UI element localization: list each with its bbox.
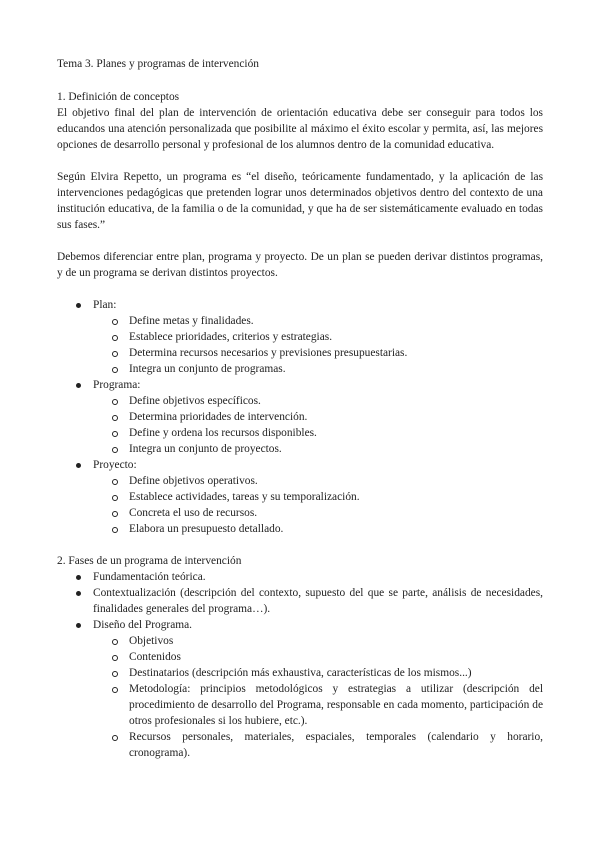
sublist-item-text: Establece prioridades, criterios y estrategias. (129, 331, 333, 343)
circle-bullet-icon (112, 431, 118, 437)
sublist-item-text: Define metas y finalidades. (129, 315, 254, 327)
circle-bullet-icon (112, 655, 118, 661)
document-title: Tema 3. Planes y programas de intervención (57, 58, 259, 70)
list-item-label: Plan: (93, 299, 117, 311)
sublist (93, 633, 543, 761)
document-page (57, 56, 543, 761)
sublist-item (93, 313, 543, 329)
sublist-item-text: Determina recursos necesarios y previsiones presupuestarias. (129, 347, 408, 359)
bullet-icon (76, 591, 81, 596)
sublist-item-text: Elabora un presupuesto detallado. (129, 523, 284, 535)
list-item-label: Proyecto: (93, 459, 137, 471)
sublist-item (93, 425, 543, 441)
sublist-item-text: Contenidos (129, 651, 181, 663)
sublist (93, 393, 543, 457)
sublist-item (93, 393, 543, 409)
circle-bullet-icon (112, 735, 118, 741)
circle-bullet-icon (112, 335, 118, 341)
section-1-heading: 1. Definición de conceptos (57, 91, 180, 103)
sublist-item (93, 345, 543, 361)
sublist (93, 473, 543, 537)
sublist-item (93, 633, 543, 649)
list-item-programa (57, 377, 543, 457)
circle-bullet-icon (112, 399, 118, 405)
circle-bullet-icon (112, 671, 118, 677)
list-item-label: Programa: (93, 379, 141, 391)
sublist-item-text: Recursos personales, materiales, espaciales, temporales (calendario y horario, cronograma). (129, 731, 543, 759)
list-item-plan (57, 297, 543, 377)
sublist-item-text: Destinatarios (descripción más exhaustiva, características de los mismos...) (129, 667, 472, 679)
circle-bullet-icon (112, 351, 118, 357)
list-item-text: Diseño del Programa. (93, 619, 193, 631)
sublist-item-text: Integra un conjunto de programas. (129, 363, 286, 375)
bullet-icon (76, 623, 81, 628)
sublist-item (93, 361, 543, 377)
section-2-heading: 2. Fases de un programa de intervención (57, 555, 242, 567)
list-item-proyecto (57, 457, 543, 537)
circle-bullet-icon (112, 639, 118, 645)
circle-bullet-icon (112, 447, 118, 453)
sublist-item (93, 665, 543, 681)
circle-bullet-icon (112, 687, 118, 693)
sublist-item-text: Establece actividades, tareas y su temporalización. (129, 491, 360, 503)
section-1-paragraph-1: El objetivo final del plan de intervención de orientación educativa debe ser conseguir para todos los educandos una atención personalizada que posibilite al máximo el éxito escolar y permita, así, las mejores opciones de desarrollo personal y profesional de los alumnos dentro de la comunidad educativa. (57, 107, 543, 151)
sublist (93, 313, 543, 377)
sublist-item (93, 441, 543, 457)
circle-bullet-icon (112, 527, 118, 533)
sublist-item (93, 489, 543, 505)
sublist-item-text: Objetivos (129, 635, 174, 647)
sublist-item-text: Determina prioridades de intervención. (129, 411, 308, 423)
list-item (57, 569, 543, 585)
bullet-icon (76, 575, 81, 580)
sublist-item-text: Metodología: principios metodológicos y estrategias a utilizar (descripción del procedimiento de desarrollo del Programa, responsable en cada momento, participación de otros profesionales si los hubiere, etc.). (129, 683, 543, 727)
bullet-icon (76, 463, 81, 468)
sublist-item-text: Concreta el uso de recursos. (129, 507, 258, 519)
sublist-item (93, 681, 543, 729)
circle-bullet-icon (112, 367, 118, 373)
section-1-paragraph-2: Según Elvira Repetto, un programa es “el diseño, teóricamente fundamentado, y la aplicación de las intervenciones pedagógicas que pretenden lograr unos determinados objetivos dentro del contexto de una institución educativa, de la familia o de la comunidad, y que ha de ser sistemáticamente evaluado en todas sus fases.” (57, 171, 543, 231)
sublist-item-text: Define y ordena los recursos disponibles. (129, 427, 317, 439)
list-item-text: Fundamentación teórica. (93, 571, 206, 583)
sublist-item (93, 521, 543, 537)
sublist-item (93, 649, 543, 665)
sublist-item (93, 329, 543, 345)
sublist-item (93, 505, 543, 521)
circle-bullet-icon (112, 511, 118, 517)
phases-list (57, 569, 543, 761)
list-item (57, 617, 543, 761)
circle-bullet-icon (112, 319, 118, 325)
sublist-item (93, 473, 543, 489)
bullet-icon (76, 383, 81, 388)
section-1-paragraph-3: Debemos diferenciar entre plan, programa y proyecto. De un plan se pueden derivar distintos programas, y de un programa se derivan distintos proyectos. (57, 251, 543, 279)
list-item (57, 585, 543, 617)
circle-bullet-icon (112, 479, 118, 485)
bullet-icon (76, 303, 81, 308)
sublist-item-text: Integra un conjunto de proyectos. (129, 443, 282, 455)
circle-bullet-icon (112, 415, 118, 421)
sublist-item-text: Define objetivos específicos. (129, 395, 261, 407)
sublist-item (93, 409, 543, 425)
plan-programa-proyecto-list (57, 297, 543, 537)
list-item-text: Contextualización (descripción del contexto, supuesto del que se parte, análisis de necesidades, finalidades generales del programa…). (93, 587, 543, 615)
sublist-item-text: Define objetivos operativos. (129, 475, 258, 487)
circle-bullet-icon (112, 495, 118, 501)
sublist-item (93, 729, 543, 761)
